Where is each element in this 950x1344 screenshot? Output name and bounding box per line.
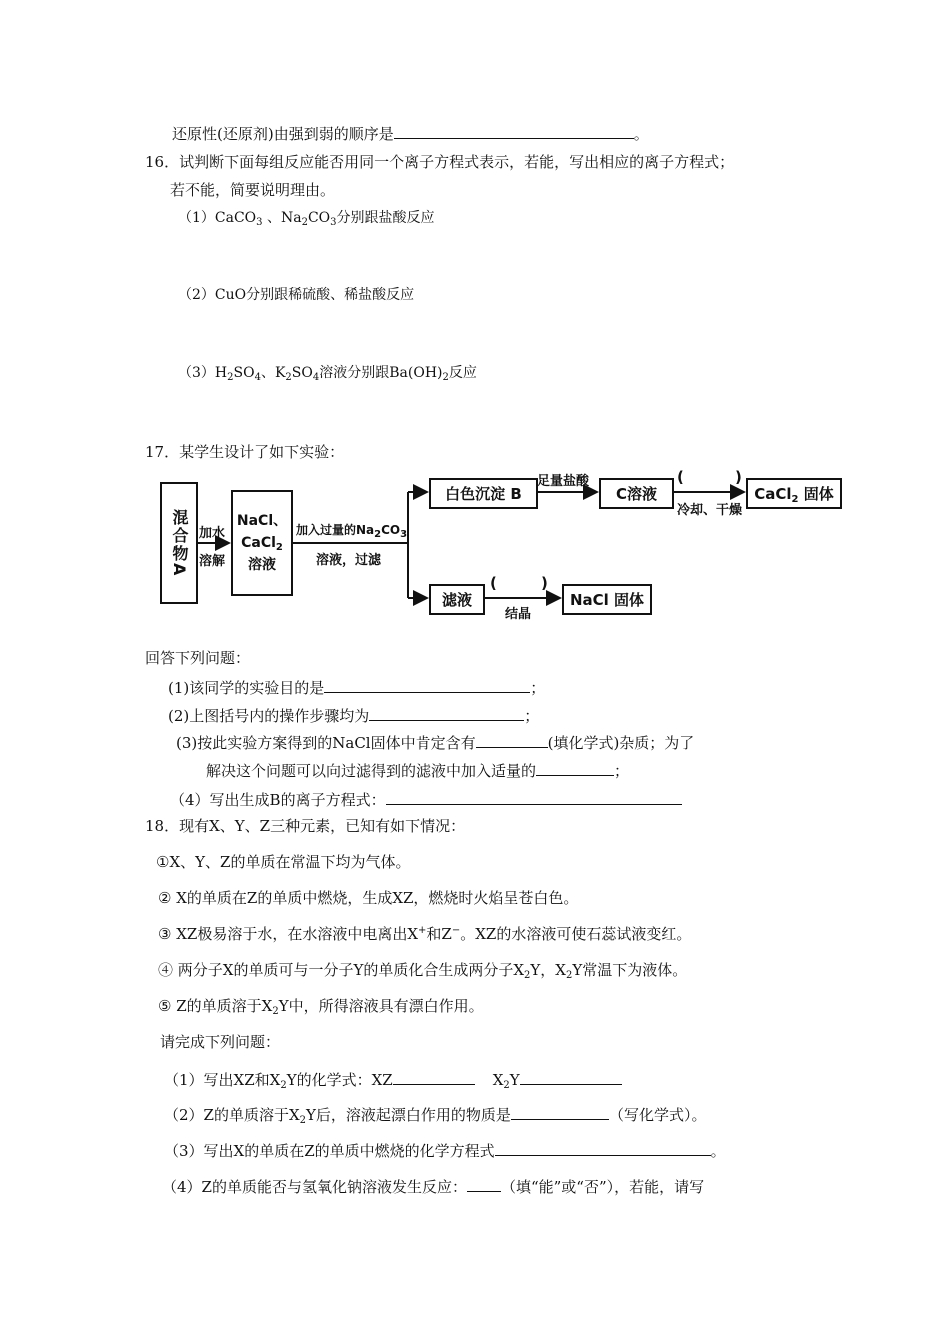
label-add-water: 加水 bbox=[199, 526, 226, 541]
answer-blank[interactable] bbox=[369, 704, 524, 721]
label-excess-hcl: 足量盐酸 bbox=[537, 474, 590, 489]
answer-blank[interactable] bbox=[324, 676, 530, 693]
q18-condition-2: ② X的单质在Z的单质中燃烧，生成XZ，燃烧时火焰呈苍白色。 bbox=[158, 889, 579, 907]
white-precipitate-b-box: 白色沉淀 B bbox=[429, 478, 538, 509]
reducing-order-line: 还原性(还原剂)由强到弱的顺序是 。 bbox=[172, 122, 649, 144]
q18-a3: （3）写出X的单质在Z的单质中燃烧的化学方程式 。 bbox=[164, 1139, 726, 1161]
q18-intro: 请完成下列问题： bbox=[160, 1033, 281, 1051]
label-dissolve: 溶解 bbox=[199, 554, 226, 569]
q16-part-3: $(3)H_2SO_4$、$K_2SO_4$溶液分别跟$Ba(OH)_2$反应 bbox=[178, 365, 477, 383]
q17-stem: 17．某学生设计了如下实验： bbox=[145, 443, 345, 461]
q17-a3-cont: 解决这个问题可以向过滤得到的滤液中加入适量的 ； bbox=[206, 759, 629, 781]
answer-blank[interactable] bbox=[393, 1068, 475, 1085]
nacl-solid-box: NaCl 固体 bbox=[562, 584, 652, 615]
q17-a4: （4）写出生成B的离子方程式： bbox=[170, 788, 682, 810]
q18-stem: 18．现有X、Y、Z三种元素，已知有如下情况： bbox=[145, 817, 466, 835]
answer-blank[interactable] bbox=[511, 1103, 609, 1120]
q18-condition-3: ③ XZ极易溶于水，在水溶液中电离出X+和Z−。XZ的水溶液可使石蕊试液变红。 bbox=[158, 925, 692, 943]
q18-a2: （2）Z的单质溶于$X_2Y$后，溶液起漂白作用的物质是 （写化学式）。 bbox=[164, 1103, 706, 1125]
q18-condition-1: ①X、Y、Z的单质在常温下均为气体。 bbox=[156, 853, 411, 871]
paren-close-1: ) bbox=[735, 468, 742, 486]
nacl-cacl2-solution-box: NaCl、 CaCl$_2$ 溶液 bbox=[231, 490, 293, 596]
label-solution-filter: 溶液，过滤 bbox=[316, 553, 382, 568]
q16-stem: 16．试判断下面每组反应能否用同一个离子方程式表示，若能，写出相应的离子方程式； bbox=[145, 153, 735, 171]
paren-open-2: ( bbox=[490, 574, 497, 592]
q18-a1: （1）写出XZ和$X_2Y$的化学式：XZ $X_2Y$ bbox=[164, 1068, 622, 1090]
paren-close-2: ) bbox=[541, 574, 548, 592]
paren-open-1: ( bbox=[677, 468, 684, 486]
answer-blank[interactable] bbox=[520, 1068, 622, 1085]
q18-condition-5: ⑤ Z的单质溶于$X_2Y$中，所得溶液具有漂白作用。 bbox=[158, 997, 484, 1017]
label-add-excess-na2co3: 加入过量的$Na_2CO_3$ bbox=[296, 523, 408, 540]
label-crystallize: 结晶 bbox=[505, 607, 532, 622]
answer-blank[interactable] bbox=[536, 759, 614, 776]
mixture-a-box: 混合物A bbox=[160, 482, 198, 604]
q16-stem-2: 若不能，简要说明理由。 bbox=[170, 181, 336, 199]
answer-blank[interactable] bbox=[476, 731, 548, 748]
filtrate-box: 滤液 bbox=[429, 584, 485, 615]
q17-answer-intro: 回答下列问题： bbox=[145, 649, 251, 667]
q17-a2: (2)上图括号内的操作步骤均为 ； bbox=[168, 704, 539, 726]
answer-blank[interactable] bbox=[467, 1175, 501, 1192]
label-cool-dry: 冷却、干燥 bbox=[677, 503, 743, 518]
answer-blank[interactable] bbox=[386, 788, 682, 805]
q18-condition-4: ④ 两分子X的单质可与一分子Y的单质化合生成两分子$X_2Y$，$X_2Y$常温下为液体。 bbox=[158, 961, 688, 981]
q17-a1: (1)该同学的实验目的是 ； bbox=[168, 676, 545, 698]
cacl2-solid-box: CaCl$_2$ 固体 bbox=[746, 478, 842, 509]
q17-a3: (3)按此实验方案得到的NaCl固体中肯定含有 (填化学式)杂质；为了 bbox=[176, 731, 694, 753]
flow-diagram bbox=[0, 0, 950, 640]
answer-blank[interactable] bbox=[495, 1139, 711, 1156]
q16-part-1: （1）CaCO$_3$ 、$Na_2CO_3$分别跟盐酸反应 bbox=[178, 210, 435, 228]
q18-a4: （4）Z的单质能否与氢氧化钠溶液发生反应： （填“能”或“否”），若能，请写 bbox=[162, 1175, 704, 1197]
c-solution-box: C溶液 bbox=[599, 478, 674, 509]
q16-part-2: （2）CuO分别跟稀硫酸、稀盐酸反应 bbox=[178, 287, 415, 303]
